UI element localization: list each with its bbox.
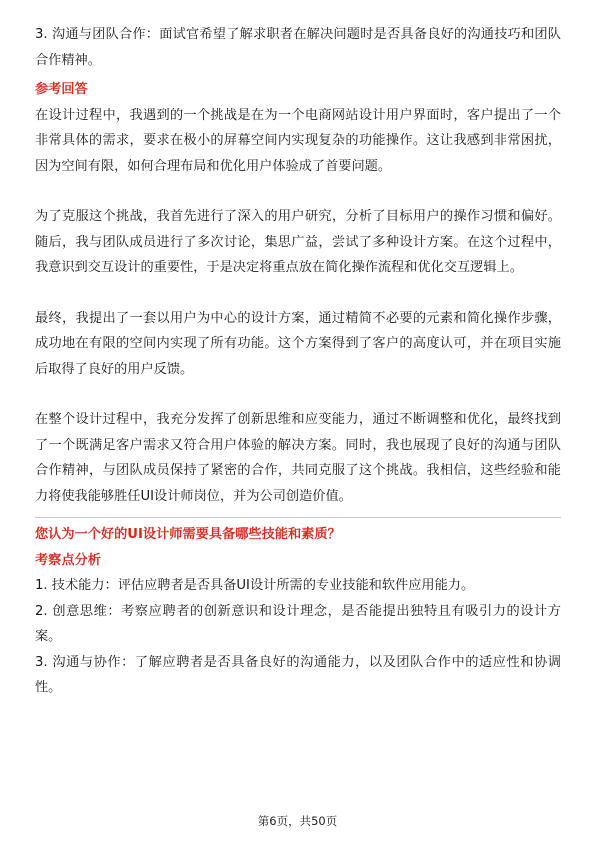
answer-paragraph-2: 为了克服这个挑战，我首先进行了深入的用户研究，分析了目标用户的操作习惯和偏好。随后，我与团队成员进行了多次讨论，集思广益，尝试了多种设计方案。在这个过程中，我意识到交互设计的重要性，于是决定将重点放在简化操作流程和优化交互逻辑上。 xyxy=(35,209,561,275)
answer-paragraph-1: 在设计过程中，我遇到的一个挑战是在为一个电商网站设计用户界面时，客户提出了一个非常具体的需求，要求在极小的屏幕空间内实现复杂的功能操作。这让我感到非常困扰，因为空间有限，如何合理布局和优化用户体验成了首要问题。 xyxy=(35,107,561,174)
answer-paragraph-3: 最终，我提出了一套以用户为中心的设计方案，通过精简不必要的元素和简化操作步骤，成功地在有限的空间内实现了所有功能。这个方案得到了客户的高度认可，并在项目实施后取得了良好的用户反馈。 xyxy=(35,310,561,377)
document-page xyxy=(35,22,561,701)
analysis-item-1: 1. 技术能力：评估应聘者是否具备UI设计所需的专业技能和软件应用能力。 xyxy=(35,578,475,593)
analysis-heading: 考察点分析 xyxy=(35,552,101,568)
analysis-item-3: 3. 沟通与协作：了解应聘者是否具备良好的沟通能力，以及团队合作中的适应性和协调性。 xyxy=(35,654,561,695)
reference-answer-heading: 参考回答 xyxy=(35,82,88,97)
page-number-footer: 第6页，共50页 xyxy=(257,814,338,828)
question-title: 您认为一个好的UI设计师需要具备哪些技能和素质？ xyxy=(35,527,341,542)
answer-paragraph-4: 在整个设计过程中，我充分发挥了创新思维和应变能力，通过不断调整和优化，最终找到了一个既满足客户需求又符合用户体验的解决方案。同时，我也展现了良好的沟通与团队合作精神，与团队成员保持了紧密的合作，共同克服了这个挑战。我相信，这些经验和能力将使我能够胜任UI设计师岗位，并为公司创造价值。 xyxy=(35,412,561,504)
previous-analysis-item-3: 3. 沟通与团队合作：面试官希望了解求职者在解决问题时是否具备良好的沟通技巧和团队合作精神。 xyxy=(35,27,561,68)
section-divider xyxy=(35,517,561,518)
analysis-item-2: 2. 创意思维：考察应聘者的创新意识和设计理念，是否能提出独特且有吸引力的设计方案。 xyxy=(35,603,561,644)
